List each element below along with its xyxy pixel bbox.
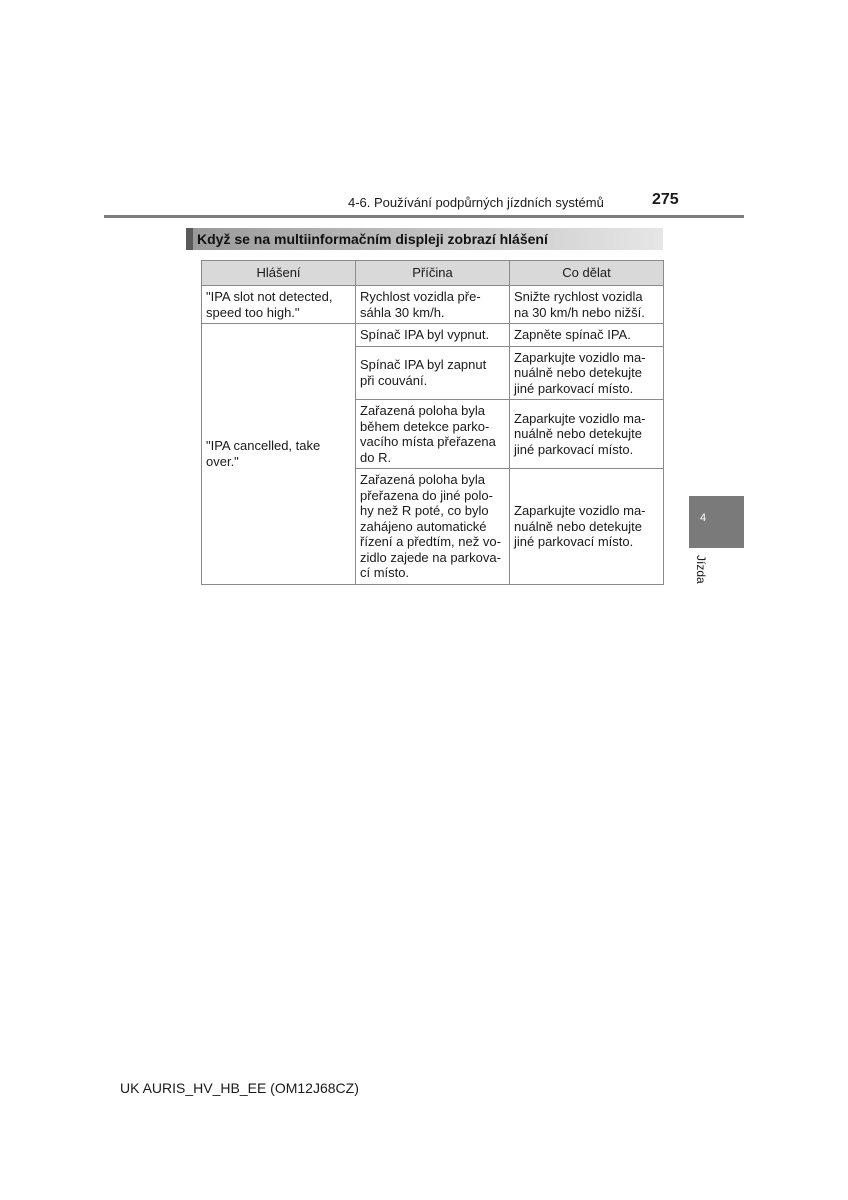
action-text: Snižte rychlost vozidla na 30 km/h nebo nižší. — [514, 289, 645, 320]
action-cell — [510, 324, 664, 347]
footer-document-code: UK AURIS_HV_HB_EE (OM12J68CZ) — [120, 1080, 359, 1096]
chapter-number: 4 — [700, 512, 707, 524]
action-text: Zapněte spínač IPA. — [514, 327, 631, 342]
chapter-name: Jízda — [694, 555, 708, 584]
message-table — [201, 260, 664, 585]
message-text: "IPA cancelled, take over." — [206, 438, 321, 469]
running-header-title: 4-6. Používání podpůrných jízdních systémů — [348, 195, 604, 210]
page-number: 275 — [652, 191, 679, 208]
column-header-cause: Příčina — [356, 261, 510, 286]
action-text: Zaparkujte vozidlo ma- nuálně nebo detekujte jiné parkovací místo. — [514, 349, 646, 396]
message-cell — [202, 286, 356, 324]
action-cell — [510, 469, 664, 585]
action-cell — [510, 286, 664, 324]
column-header-action: Co dělat — [510, 261, 664, 286]
header-divider — [104, 215, 744, 218]
table-header-row — [202, 261, 664, 286]
column-header-message: Hlášení — [202, 261, 356, 286]
cause-text: Spínač IPA byl zapnut při couvání. — [360, 357, 487, 388]
section-heading-text: Když se na multiinformačním displeji zobrazí hlášení — [197, 231, 548, 247]
chapter-tab — [689, 496, 744, 548]
section-heading — [186, 228, 663, 250]
action-cell — [510, 400, 664, 469]
cause-text: Zařazená poloha byla přeřazena do jiné polo- hy než R poté, co bylo zahájeno automatické řízení a předtím, než vo- zidlo zajede na parkova- cí místo. — [360, 472, 501, 580]
action-cell — [510, 346, 664, 400]
cause-text: Zařazená poloha byla během detekce parko- vacího místa přeřazena do R. — [360, 403, 496, 465]
table-row — [202, 286, 664, 324]
message-text: "IPA slot not detected, speed too high." — [206, 289, 333, 320]
chapter-label — [694, 555, 708, 595]
cause-cell — [356, 469, 510, 585]
message-cell — [202, 324, 356, 585]
cause-cell — [356, 324, 510, 347]
cause-cell — [356, 400, 510, 469]
cause-cell — [356, 346, 510, 400]
action-text: Zaparkujte vozidlo ma- nuálně nebo detekujte jiné parkovací místo. — [514, 503, 646, 549]
cause-text: Spínač IPA byl vypnut. — [360, 327, 490, 342]
action-text: Zaparkujte vozidlo ma- nuálně nebo detekujte jiné parkovací místo. — [514, 410, 646, 457]
cause-text: Rychlost vozidla pře- sáhla 30 km/h. — [360, 289, 481, 320]
cause-cell — [356, 286, 510, 324]
table-row — [202, 324, 664, 347]
